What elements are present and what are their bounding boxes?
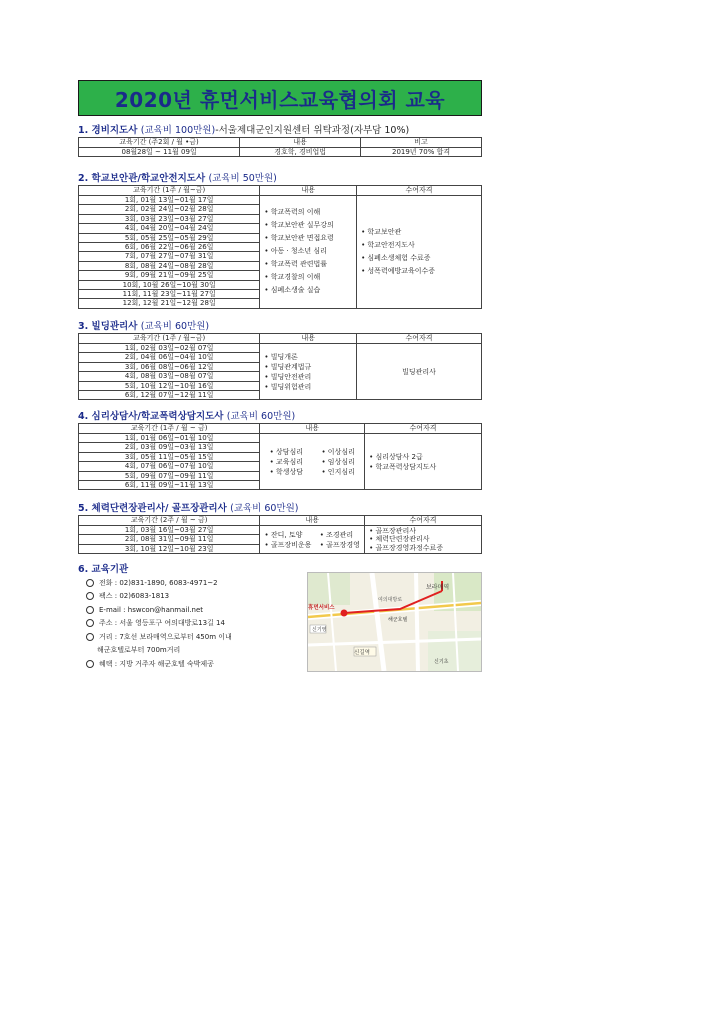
circle-bullet-icon xyxy=(86,619,94,627)
content-item: • 빌딩개론 xyxy=(264,352,298,361)
contact-email: E-mail : hswcon@hanmail.net xyxy=(78,603,298,617)
period-cell: 2회, 08월 31일~09월 11일 xyxy=(79,535,260,544)
header-content: 내용 xyxy=(260,334,357,344)
period-cell: 4회, 04월 20일~04월 24일 xyxy=(79,224,260,233)
schedule-table xyxy=(78,137,482,157)
section-security-guide xyxy=(78,124,484,157)
qualification-item: • 골프장관리사 xyxy=(369,526,417,535)
section-note: -서울제대군인지원센터 위탁과정(자부담 10%) xyxy=(215,125,410,136)
header-qualification: 수여자격 xyxy=(365,516,482,526)
header-period: 교육기간 (주2회 / 월 •금) xyxy=(79,138,240,148)
period-cell: 2회, 02월 24일~02월 28일 xyxy=(79,205,260,214)
section-fee: (교육비 60만원) xyxy=(230,503,299,514)
table-cell: 08월28일 ~ 11월 09일 xyxy=(79,148,240,157)
content-item: • 학교보안관 실무강의 xyxy=(264,221,334,230)
content-item: • 이상심리 xyxy=(321,447,355,456)
section-heading: 3. 빌딩관리사 xyxy=(78,321,138,332)
table-row xyxy=(79,344,482,353)
section-heading: 2. 학교보안관/학교안전지도사 xyxy=(78,173,206,184)
period-cell: 3회, 05월 11일~05월 15일 xyxy=(79,452,260,461)
section-heading: 4. 심리상담사/학교폭력상담지도사 xyxy=(78,411,224,422)
contact-benefit: 혜택 : 지방 거주자 해군호텔 숙박제공 xyxy=(78,657,298,671)
period-cell: 3회, 06월 08일~06월 12일 xyxy=(79,362,260,371)
map-label: 해군호텔 xyxy=(388,617,408,623)
section-counselor xyxy=(78,410,484,490)
period-cell: 2회, 04월 06일~04월 10일 xyxy=(79,353,260,362)
period-cell: 10회, 10월 26일~10월 30일 xyxy=(79,280,260,289)
header-period: 교육기간 (2주 / 월 ~ 금) xyxy=(79,516,260,526)
qualification-cell xyxy=(365,526,482,554)
table-cell: 2019년 70% 합격 xyxy=(361,148,482,157)
period-cell: 9회, 09월 21일~09월 25일 xyxy=(79,271,260,280)
period-cell: 3회, 03월 23일~03월 27일 xyxy=(79,214,260,223)
period-cell: 1회, 03월 16일~03월 27일 xyxy=(79,526,260,535)
content-item: • 빌딩안전관리 xyxy=(264,372,312,381)
location-map xyxy=(307,572,482,672)
qualification-cell xyxy=(357,196,482,309)
period-cell: 11회, 11월 23일~11월 27일 xyxy=(79,290,260,299)
schedule-table xyxy=(78,423,482,490)
header-qualification: 수여자격 xyxy=(357,334,482,344)
qualification-item: • 학교보안관 xyxy=(361,227,402,236)
contact-fax: 팩스 : 02)6083-1813 xyxy=(78,590,298,604)
schedule-table xyxy=(78,333,482,400)
page-title: 2020년 휴먼서비스교육협의회 교육 xyxy=(78,80,482,116)
schedule-table xyxy=(78,515,482,554)
period-cell: 8회, 08월 24일~08월 28일 xyxy=(79,261,260,270)
content-item: • 잔디, 토양 xyxy=(264,530,303,539)
period-cell: 12회, 12월 21일~12월 28일 xyxy=(79,299,260,308)
qualification-item: • 심리상담사 2급 xyxy=(369,452,423,461)
content-item: • 학생상담 xyxy=(269,467,303,476)
table-header-row xyxy=(79,516,482,526)
map-label: 신기초 xyxy=(434,659,449,665)
contact-info xyxy=(78,576,298,671)
section-heading: 1. 경비지도사 xyxy=(78,125,138,136)
period-cell: 6회, 11월 09일~11월 13일 xyxy=(79,481,260,490)
header-period: 교육기간 (1주 / 월 ~ 금) xyxy=(79,424,260,434)
content-item: • 학교폭력의 이해 xyxy=(264,208,321,217)
qualification-item: • 학교안전지도사 xyxy=(361,240,415,249)
section-building-manager xyxy=(78,320,484,400)
qualification-item: • 골프장경영과정수료증 xyxy=(369,543,444,552)
contact-distance-2: 해군호텔로부터 700m거리 xyxy=(97,646,181,655)
content-cell xyxy=(260,344,357,400)
content-item: • 임상심리 xyxy=(321,457,355,466)
header-content: 내용 xyxy=(260,424,365,434)
contact-distance: 거리 : 7호선 보라매역으로부터 450m 이내 xyxy=(78,630,298,644)
section-heading: 6. 교육기관 xyxy=(78,564,129,575)
period-cell: 5회, 09월 07일~09월 11일 xyxy=(79,471,260,480)
section-fee: (교육비 60만원) xyxy=(140,321,210,332)
content-item: • 인지심리 xyxy=(321,467,355,476)
location-pin-icon xyxy=(341,610,348,617)
content-item: • 조경관리 xyxy=(319,530,354,539)
header-qualification: 수여자격 xyxy=(365,424,482,434)
circle-bullet-icon xyxy=(86,660,94,668)
period-cell: 1회, 02월 03일~02월 07일 xyxy=(79,344,260,353)
content-item: • 아동 · 청소년 심리 xyxy=(264,247,327,256)
section-golf-manager xyxy=(78,502,484,554)
content-item: • 교육심리 xyxy=(269,457,303,466)
qualification-cell xyxy=(365,434,482,490)
content-cell xyxy=(260,526,365,554)
period-cell: 3회, 10월 12일~10월 23일 xyxy=(79,544,260,553)
period-cell: 5회, 05월 25일~05월 29일 xyxy=(79,233,260,242)
qualification-item: • 성폭력예방교육이수증 xyxy=(361,266,436,275)
table-header-row xyxy=(79,334,482,344)
period-cell: 1회, 01월 13일~01월 17일 xyxy=(79,196,260,205)
content-item: • 골프장비운용 xyxy=(264,540,312,549)
contact-phone: 전화 : 02)831-1890, 6083-4971~2 xyxy=(78,576,298,590)
table-header-row xyxy=(79,424,482,434)
table-row xyxy=(79,526,482,535)
period-cell: 1회, 01월 06일~01월 10일 xyxy=(79,434,260,443)
content-item: • 심폐소생술 실습 xyxy=(264,286,321,295)
section-school-security xyxy=(78,172,484,309)
circle-bullet-icon xyxy=(86,592,94,600)
content-item: • 빌딩위험관리 xyxy=(264,382,312,391)
content-item: • 빌딩관계법규 xyxy=(264,362,312,371)
content-cell xyxy=(260,196,357,309)
header-content: 내용 xyxy=(260,186,357,196)
period-cell: 5회, 10월 12일~10월 16일 xyxy=(79,381,260,390)
section-fee: (교육비 50만원) xyxy=(208,173,277,184)
header-content: 내용 xyxy=(260,516,365,526)
period-cell: 7회, 07월 27일~07월 31일 xyxy=(79,252,260,261)
map-label: 보라매역 xyxy=(426,584,450,591)
qualification-item: • 체력단련장관리사 xyxy=(369,535,430,544)
map-label: 휴먼서비스 xyxy=(308,605,335,611)
header-note: 비고 xyxy=(361,138,482,148)
table-header-row xyxy=(79,138,482,148)
circle-bullet-icon xyxy=(86,579,94,587)
table-cell: 경호학, 경비업법 xyxy=(240,148,361,157)
content-cell xyxy=(260,434,365,490)
qualification-cell: 빌딩관리사 xyxy=(357,344,482,400)
table-row xyxy=(79,148,482,157)
map-graphic xyxy=(308,573,481,671)
circle-bullet-icon xyxy=(86,633,94,641)
schedule-table xyxy=(78,185,482,309)
header-period: 교육기간 (1주 / 월~금) xyxy=(79,186,260,196)
qualification-item: • 학교폭력상담지도사 xyxy=(369,462,437,471)
section-fee: (교육비 100만원) xyxy=(140,125,216,136)
section-fee: (교육비 60만원) xyxy=(226,411,296,422)
contact-address: 주소 : 서울 영등포구 여의대방로13길 14 xyxy=(78,617,298,631)
section-heading: 5. 체력단련장관리사/ 골프장관리사 xyxy=(78,503,227,514)
circle-bullet-icon xyxy=(86,606,94,614)
period-cell: 6회, 12월 07일~12월 11일 xyxy=(79,391,260,400)
content-item: • 학교폭력 관련법률 xyxy=(264,260,328,269)
table-header-row xyxy=(79,186,482,196)
map-label: 여의대방로 xyxy=(378,597,403,603)
map-label: 신기영 xyxy=(312,627,327,633)
qualification-item: • 심폐소생체험 수료증 xyxy=(361,253,431,262)
period-cell: 4회, 07월 06일~07월 10일 xyxy=(79,462,260,471)
header-qualification: 수여자격 xyxy=(357,186,482,196)
table-row xyxy=(79,196,482,205)
header-content: 내용 xyxy=(240,138,361,148)
period-cell: 2회, 03월 09일~03월 13일 xyxy=(79,443,260,452)
content-item: • 학교보안관 면접요령 xyxy=(264,234,334,243)
content-item: • 골프장경영 xyxy=(319,540,360,549)
period-cell: 6회, 06월 22일~06월 26일 xyxy=(79,243,260,252)
content-item: • 상담심리 xyxy=(269,447,303,456)
content-item: • 학교경찰의 이해 xyxy=(264,273,321,282)
period-cell: 4회, 08월 03일~08월 07일 xyxy=(79,372,260,381)
header-period: 교육기간 (1주 / 월~금) xyxy=(79,334,260,344)
map-label: 신길역 xyxy=(354,650,370,656)
table-row xyxy=(79,434,482,443)
